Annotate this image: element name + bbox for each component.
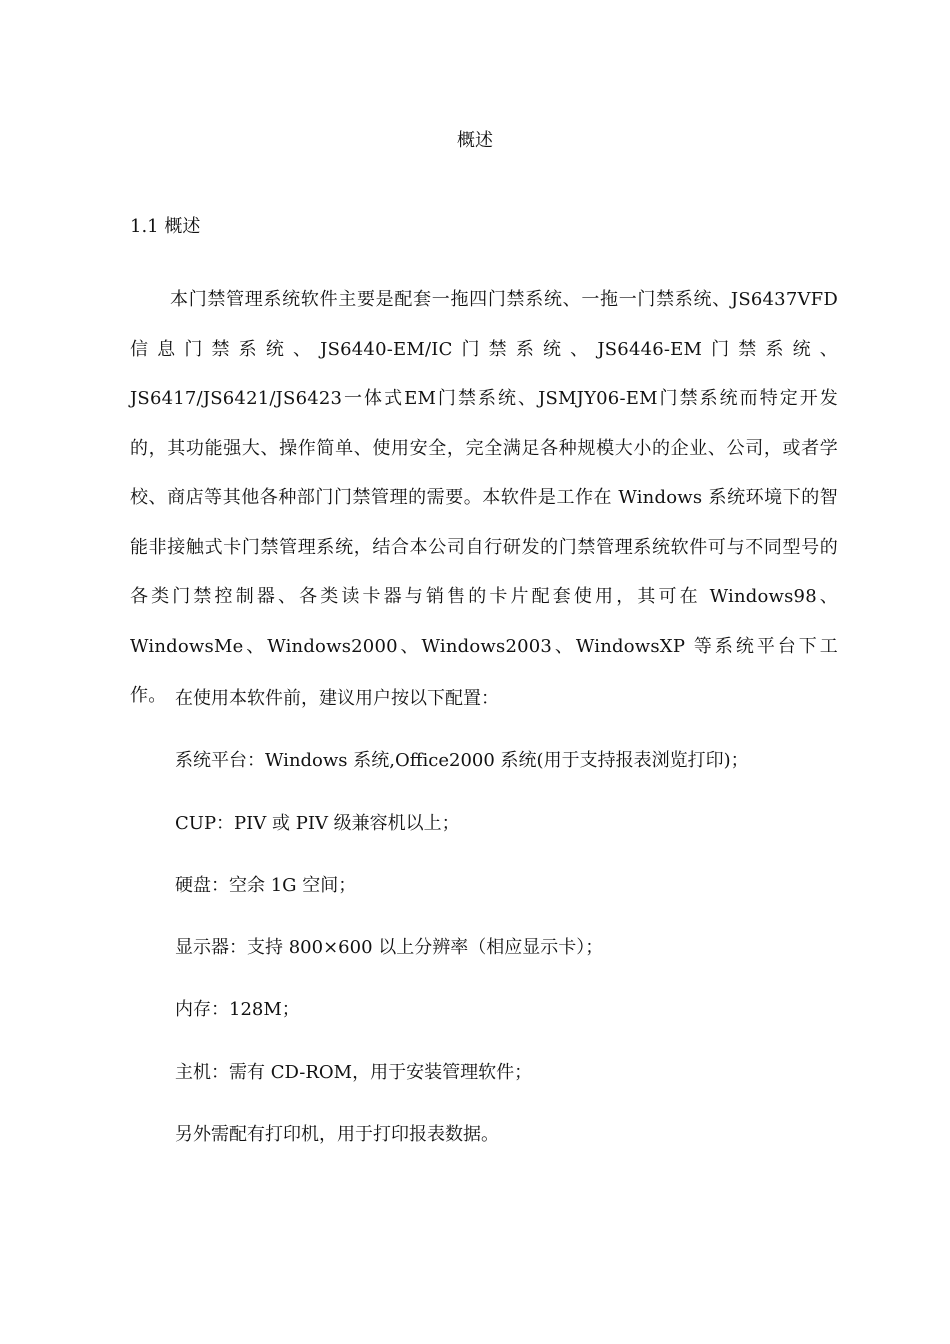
config-item-memory: 内存：128M； [175,999,300,1021]
config-item-platform: 系统平台：Windows 系统,Office2000 系统(用于支持报表浏览打印)； [175,750,749,772]
config-item-display: 显示器：支持 800×600 以上分辨率（相应显示卡）； [175,937,604,959]
config-item-printer: 另外需配有打印机，用于打印报表数据。 [175,1124,499,1146]
config-intro-line: 在使用本软件前，建议用户按以下配置： [175,688,499,709]
section-heading: 1.1 概述 [130,216,201,237]
config-item-disk: 硬盘：空余 1G 空间； [175,874,357,896]
page-title: 概述 [457,130,493,151]
config-item-cpu: CUP：PIV 或 PIV 级兼容机以上； [175,812,460,834]
intro-paragraph: 本门禁管理系统软件主要是配套一拖四门禁系统、一拖一门禁系统、JS6437VFD信息门禁系统、JS6440-EM/IC门禁系统、JS6446-EM门禁系统、JS6417/JS6421/JS6423一体式EM门禁系统、JSMJY06-EM门禁系统而特定开发的，其功能强大、操作简单、使用安全，完全满足各种规模大小的企业、公司，或者学校、商店等其他各种部门门禁管理的需要。本软件是工作在 Windows 系统环境下的智能非接触式卡门禁管理系统，结合本公司自行研发的门禁管理系统软件可与不同型号的各类门禁控制器、各类读卡器与销售的卡片配套使用，其可在 Windows98、WindowsMe、Windows2000、Windows2003、WindowsXP 等系统平台下工作。 [130,289,838,706]
config-list [175,686,835,1184]
config-item-host: 主机：需有 CD-ROM，用于安装管理软件； [175,1061,533,1083]
